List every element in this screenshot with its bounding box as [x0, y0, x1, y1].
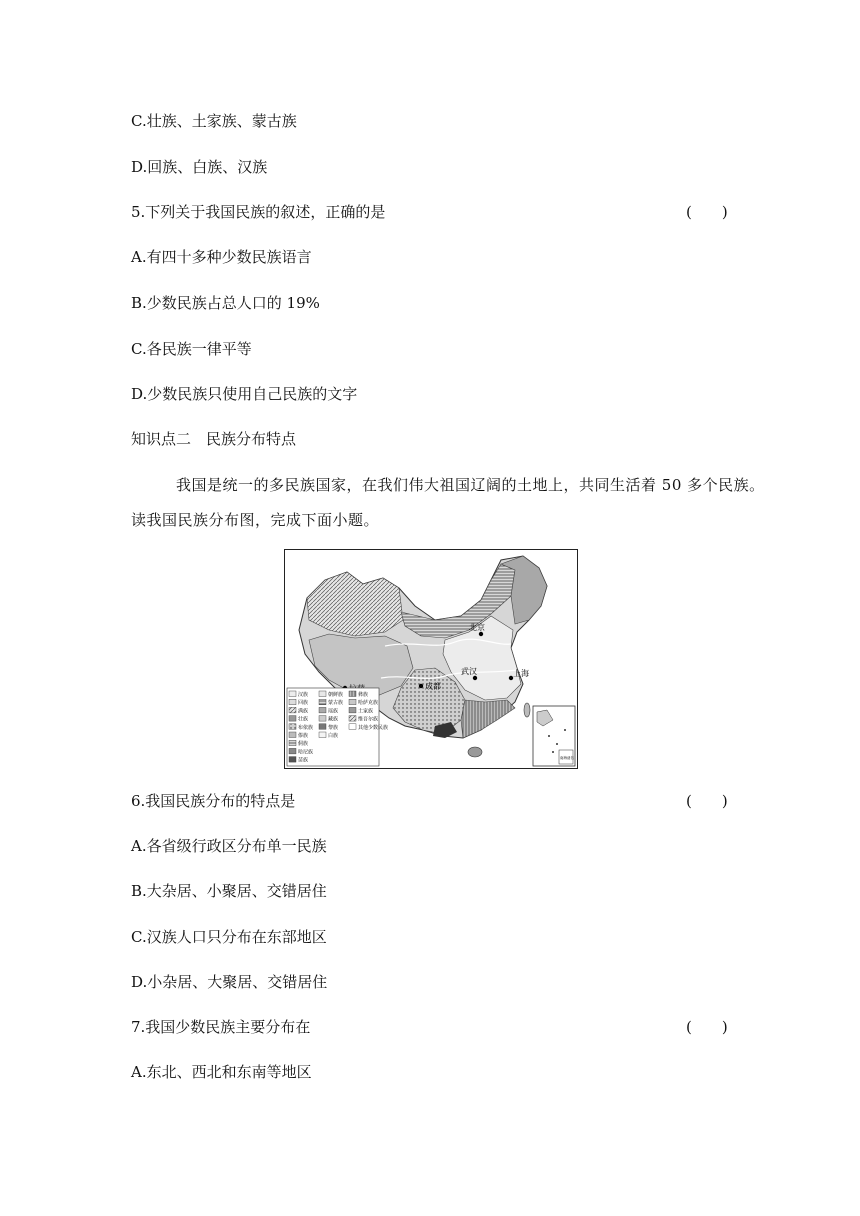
q5-option-c: C.各民族一律平等 — [131, 340, 252, 358]
q6-option-b: B.大杂居、小聚居、交错居住 — [131, 882, 327, 900]
legend-label: 维吾尔族 — [358, 716, 379, 723]
legend-label: 侗族 — [298, 741, 309, 748]
legend-label: 哈萨克族 — [358, 700, 379, 707]
legend-swatch — [349, 699, 356, 705]
option-c-previous: C.壮族、土家族、蒙古族 — [131, 112, 297, 130]
legend-label: 哈尼族 — [298, 749, 314, 756]
legend-label: 布依族 — [298, 724, 314, 731]
legend-swatch — [289, 757, 296, 763]
region-south — [461, 700, 515, 738]
legend-label: 傣族 — [298, 733, 309, 739]
legend-label: 朝鲜族 — [328, 692, 344, 698]
taiwan-island — [524, 703, 530, 717]
legend-swatch — [289, 716, 296, 722]
legend-label: 满族 — [298, 708, 309, 715]
q5-option-a: A.有四十多种少数民族语言 — [131, 248, 312, 266]
legend-swatch — [319, 707, 326, 713]
question-7: 7.我国少数民族主要分布在 — [131, 1018, 311, 1036]
city-marker-chengdu — [419, 684, 423, 688]
q5-option-b: B.少数民族占总人口的 19% — [131, 294, 320, 312]
legend-swatch — [289, 707, 296, 713]
china-map-graphic — [285, 550, 577, 768]
intro-paragraph-line-1: 我国是统一的多民族国家，在我们伟大祖国辽阔的土地上，共同生活着 50 多个民族。 — [176, 476, 765, 494]
legend-swatch — [319, 699, 326, 705]
question-5: 5.下列关于我国民族的叙述，正确的是 — [131, 203, 386, 221]
legend-swatch — [289, 699, 296, 705]
option-d-previous: D.回族、白族、汉族 — [131, 158, 268, 176]
legend-swatch — [349, 716, 356, 722]
legend-label: 黎族 — [328, 724, 339, 731]
ethnic-distribution-map — [284, 549, 578, 769]
region-northwest — [307, 572, 403, 636]
legend-label: 回族 — [298, 700, 309, 707]
legend-label: 土家族 — [358, 708, 374, 715]
legend-label: 其他少数民族 — [358, 724, 389, 731]
legend-swatch — [349, 724, 356, 730]
legend-label: 藏族 — [328, 716, 339, 723]
legend-swatch — [289, 732, 296, 738]
section-heading: 知识点二 民族分布特点 — [131, 430, 297, 448]
legend-label: 苗族 — [298, 757, 309, 764]
answer-blank-q7[interactable]: ( ) — [686, 1018, 728, 1036]
south-china-sea-inset — [533, 706, 575, 766]
legend-swatch — [289, 740, 296, 746]
q7-option-a: A.东北、西北和东南等地区 — [131, 1063, 312, 1081]
city-label-chengdu: 成都 — [425, 682, 441, 691]
answer-blank-q6[interactable]: ( ) — [686, 792, 728, 810]
legend-label: 白族 — [328, 733, 339, 739]
q6-option-d: D.小杂居、大聚居、交错居住 — [131, 973, 328, 991]
legend-label: 汉族 — [298, 692, 309, 698]
legend-swatch — [319, 724, 326, 730]
legend-label: 蒙古族 — [328, 700, 344, 707]
legend-swatch — [319, 716, 326, 722]
legend-label: 瑶族 — [328, 708, 339, 715]
legend-label: 壮族 — [298, 716, 309, 723]
city-label-shanghai: 上海 — [513, 669, 529, 678]
legend-swatch — [349, 707, 356, 713]
legend-label: 彝族 — [358, 692, 369, 698]
legend-swatch — [319, 691, 326, 697]
city-label-beijing: 北京 — [469, 623, 485, 632]
city-marker-wuhan — [473, 676, 477, 680]
question-6: 6.我国民族分布的特点是 — [131, 792, 296, 810]
city-label-wuhan: 武汉 — [461, 667, 477, 676]
legend-swatch — [289, 691, 296, 697]
q5-option-d: D.少数民族只使用自己民族的文字 — [131, 385, 358, 403]
inset-label: 南海诸岛 — [560, 756, 574, 760]
city-marker-beijing — [479, 632, 483, 636]
legend-swatch — [289, 724, 296, 730]
legend-swatch — [349, 691, 356, 697]
hainan-island — [468, 747, 482, 757]
q6-option-c: C.汉族人口只分布在东部地区 — [131, 928, 327, 946]
legend-swatch — [319, 732, 326, 738]
q6-option-a: A.各省级行政区分布单一民族 — [131, 837, 327, 855]
legend-swatch — [289, 748, 296, 754]
answer-blank-q5[interactable]: ( ) — [686, 203, 728, 221]
map-legend — [287, 688, 388, 766]
intro-paragraph-line-2: 读我国民族分布图，完成下面小题。 — [131, 511, 380, 529]
